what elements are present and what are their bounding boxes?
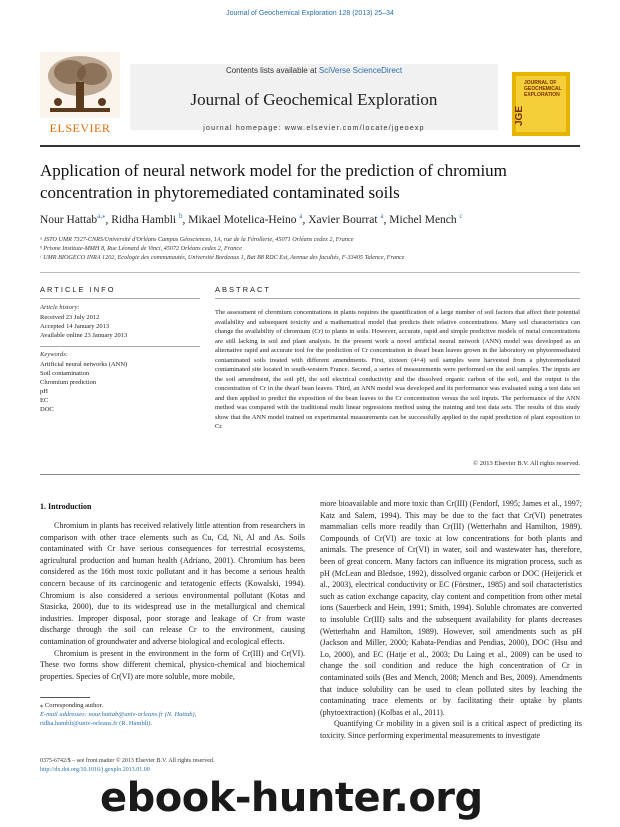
abstract-copyright: © 2013 Elsevier B.V. All rights reserved. [473, 460, 580, 467]
affiliation-divider [40, 272, 580, 273]
body-paragraph: Chromium is present in the environment in the form of Cr(III) and Cr(VI). These two forms show different chemical, physico-chemical and biochemical properties. Species of Cr(VI) are more soluble, more mobile, [40, 648, 305, 681]
abstract-text: The assessment of chromium concentrations in plants requires the quantification of a large number of soil factors that affect their potential availability and subsequent toxicity and a mathematical model that predicts their relative concentrations. Many soil characteristics can change the availability of chromium (Cr) to plants in soils. However, accurate, rapid and simple predictive models of metal concentrations are still lacking in soil and plant analysis. In the present work a novel artificial neural network (ANN) model was developed as an alternative rapid and accurate tool for the prediction of Cr concentration in dwarf bean leaves grown in the laboratory on phytoremediated contaminated soils treated with different amendments. First, sixteen (4×4) soil samples were harvested from a phytoremediated contaminated site located in south-western France. Second, a series of measurements were performed on the soil samples. The inputs are the soil amendment, the soil pH, the soil electrical conductivity and the dissolved organic carbon of the soil, and the output is the concentration of Cr in the dwarf bean leaves. Third, an ANN model was developed and its performance was evaluated using a test data set and then applied to predict the exposition of the bean leaves to the Cr concentration versus the soil inputs. The performance of the ANN method was compared with the traditional multi linear regressions method using the training and test data sets. The results of this study show that the ANN model trained on experimental measurements can be successfully applied to the rapid prediction of plant exposition to Cr. [215, 309, 580, 430]
keywords-label: Keywords: [40, 351, 68, 358]
journal-homepage[interactable]: journal homepage: www.elsevier.com/locate/jgeoexp [203, 125, 425, 132]
article-info-heading: ARTICLE INFO [40, 285, 116, 294]
affiliation: ᵃ ISTO UMR 7327-CNRS/Université d'Orléans Campus Géosciences, 1A, rue de la Férollerie, 45071 Orléans cedex 2, France [40, 236, 354, 243]
keyword: Soil contamination [40, 370, 90, 377]
author-sup[interactable]: a,⁎ [97, 212, 106, 220]
affiliation: ᶜ UMR BIOGECO INRA 1202, Ecologie des communautés, Université Bordeaux 1, Bat B8 RDC Est, Avenue des facultés, F-33405 Talence, France [40, 254, 405, 261]
keyword: pH [40, 388, 48, 395]
email-line[interactable]: ridha.hambli@univ-orleans.fr (R. Hambli). [40, 720, 153, 727]
sciencedirect-link[interactable]: SciVerse ScienceDirect [318, 66, 403, 75]
history-item: Available online 23 January 2013 [40, 332, 128, 339]
cover-text [524, 80, 568, 98]
info-rule [40, 346, 200, 347]
author-name[interactable]: Mikael Motelica-Heino [188, 213, 297, 226]
author-sup[interactable]: a [299, 212, 303, 220]
author-name[interactable]: Michel Mench [389, 213, 457, 226]
history-item: Accepted 14 January 2013 [40, 323, 110, 330]
doi-link[interactable]: http://dx.doi.org/10.1016/j.gexplo.2013.01.00 [40, 766, 150, 773]
keyword: DOC [40, 406, 54, 413]
footnote-rule [40, 697, 90, 698]
abstract-heading: ABSTRACT [215, 285, 272, 294]
journal-citation[interactable]: Journal of Geochemical Exploration 128 (2013) 25–34 [226, 10, 394, 17]
info-rule [40, 298, 200, 299]
author-sup[interactable]: b [179, 212, 183, 220]
abstract-rule [215, 298, 580, 299]
cover-line: JOURNAL OF [524, 80, 557, 86]
author-sup[interactable]: c [459, 212, 463, 220]
cover-line: GEOCHEMICAL [524, 86, 562, 92]
keyword: Chromium prediction [40, 379, 97, 386]
body-column-left [40, 520, 305, 682]
journal-title: Journal of Geochemical Exploration [190, 90, 438, 109]
cover-line: EXPLORATION [524, 92, 560, 98]
contents-prefix: Contents lists available at [225, 66, 317, 75]
keyword: Artificial neural networks (ANN) [40, 361, 128, 368]
issn-line: 0375-6742/$ – see front matter © 2013 Elsevier B.V. All rights reserved. [40, 758, 215, 764]
issn-block [40, 757, 310, 774]
elsevier-tree-logo [40, 52, 120, 118]
body-column-right [320, 498, 582, 741]
contents-line [130, 66, 498, 75]
journal-cover-image [512, 72, 570, 136]
history-item: Received 23 July 2012 [40, 314, 100, 321]
keyword: EC [40, 397, 49, 404]
publisher-name: ELSEVIER [49, 121, 111, 135]
author-list: Nour Hattab$^{a,⁎}$, Ridha Hambli $^b$, Mikael Motelica-Heino $^a$, Xavier Bourrat $^a$, Michel Mench $^c$ [40, 212, 463, 226]
masthead-divider [40, 145, 580, 147]
history-label: Article history: [40, 304, 80, 311]
author-name[interactable]: Nour Hattab [40, 213, 98, 226]
corresponding-author-note: ⁎ Corresponding author. [40, 702, 104, 709]
footnote [40, 701, 310, 728]
author-name[interactable]: Ridha Hambli [111, 213, 177, 226]
author-sup[interactable]: a [380, 212, 384, 220]
affiliation: ᵇ Prisme Institute-MMH 8, Rue Léonard de Vinci, 45072 Orléans cedex 2, France [40, 245, 242, 252]
watermark-text: ebook-hunter.org [100, 775, 483, 821]
body-paragraph: more bioavailable and more toxic than Cr(III) (Fendorf, 1995; James et al., 1997; Katz and Salem, 1994). This may be due to the fact that Cr(VI) penetrates mammalian cells more readily than Cr(III) (Wetterhahn and Hamilton, 1989). Compounds of Cr(VI) are toxic at low concentrations for both plants and animals. The presence of Cr(VI) in water, soil and wastewater has, therefore, been of great concern. Many factors can influence its migration process, such as pH (McLean and Bledsoe, 1992), dissolved organic carbon or DOC (Heijerick et al., 2003), electrical conductivity or EC (Förstner., 1985) and soil characteristics such as cation exchange capacity, clay content and competition from other metal ions (Sauerbeck and Hein, 1991; Smith, 1994). Soluble chromates are converted to insoluble Cr(III) salts and the subsequent availability for plants decreases (Wetterhahn and Hamilton, 1989). However, soil amendments such as pH (Jackson and Miller, 2000; Kabata-Pendias and Pendias, 2000), DOC (Hsu and Lo, 2000), and EC (Hatje et al., 2003; Du Laing et al., 2009) can be used to change the soil condition and reduce the high concentration of Cr in contaminated soils (Bes and Mench, 2008; Mench and Bes, 2009). Amendments that induce solubility can be used to clean polluted sites by leaching the contaminating trace elements or by facilitating their uptake by plants (phytoextraction) (Kolbas et al., 2011). [320, 499, 582, 717]
article-title: Application of neural network model for the prediction of chromium concentration in phytoremediated contaminated soils [40, 161, 507, 202]
cover-abbrev: JGE [514, 105, 525, 126]
section-heading-introduction: 1. Introduction [40, 502, 92, 511]
body-paragraph: Chromium in plants has received relatively little attention from researchers in comparison with other trace elements such as Cu, Cd, Ni, Al and As. Soils contaminated with Cr have serious consequences for terrestrial ecosystems, agricultural production and human health (Adriano, 2001). Chromium has been considered as the 16th most toxic pollutant and it has become a serious health concern because of its carcinogenic and teratogenic effects (Kowalski, 1994). Chromium is also considered a serious environmental pollutant (Kotas and Stasicka, 2000), due to its widespread use in the metallurgical and chemical industries. Improper disposal, poor storage and leakage of Cr from waste discharge through the soil can release Cr to the environment, causing contamination of groundwater and adverse biological and ecological effects. [40, 521, 305, 646]
author-name[interactable]: Xavier Bourrat [308, 213, 378, 226]
email-line[interactable]: E-mail addresses: nour.hattab@univ-orleans.fr (N. Hattab), [40, 711, 197, 718]
abstract-divider [40, 474, 580, 475]
body-paragraph: Quantifying Cr mobility in a given soil is a critical aspect of predicting its toxicity. Since performing experimental measurements to investigate [320, 719, 582, 740]
